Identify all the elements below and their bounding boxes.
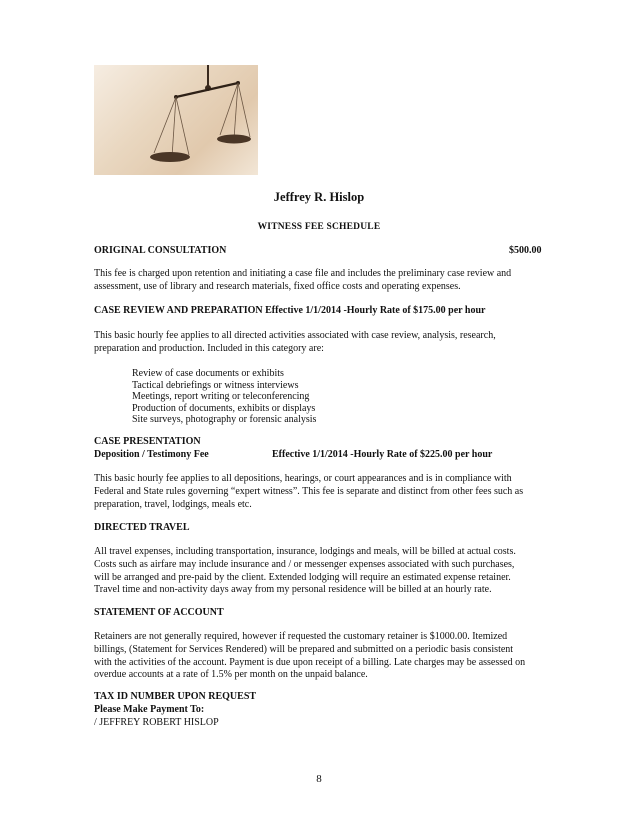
scales-illustration xyxy=(94,65,258,175)
original-consultation-text xyxy=(94,268,549,294)
deposition-label: Deposition / Testimony Fee xyxy=(94,449,209,460)
scales-of-justice-photo xyxy=(94,65,258,175)
case-review-text xyxy=(94,330,549,356)
original-consultation-fee: $500.00 xyxy=(509,245,542,256)
author-name: Jeffrey R. Hislop xyxy=(273,190,365,204)
paragraph-line: This basic hourly fee applies to all directed activities associated with case review, analysis, research, xyxy=(94,330,496,341)
case-presentation-heading: CASE PRESENTATION xyxy=(94,436,201,447)
paragraph-line: will be arranged and pre-paid by the client. Extended lodging will require an estimated expense retainer. xyxy=(94,571,511,583)
case-presentation-text xyxy=(94,473,554,511)
original-consultation-label: ORIGINAL CONSULTATION xyxy=(94,245,227,256)
schedule-title: WITNESS FEE SCHEDULE xyxy=(257,222,381,232)
case-review-list xyxy=(132,368,316,426)
statement-text xyxy=(94,631,554,682)
paragraph-line: preparation, travel, lodgings, meals etc. xyxy=(94,498,252,510)
presentation-rate: Effective 1/1/2014 -Hourly Rate of $225.00 per hour xyxy=(272,449,493,460)
paragraph-line: This basic hourly fee applies to all depositions, hearings, or court appearances and is in compliance with xyxy=(94,473,512,484)
paragraph-line: assessment, use of library and research materials, fixed office costs and operating expenses. xyxy=(94,280,461,292)
paragraph-line: Retainers are not generally required, however if requested the customary retainer is $1000.00. Itemized xyxy=(94,631,508,642)
paragraph-line: Travel time and non-activity days away from my personal residence will be billed at an hourly rate. xyxy=(94,584,492,596)
list-item: Review of case documents or exhibits xyxy=(132,368,284,379)
tax-id-line: TAX ID NUMBER UPON REQUEST xyxy=(94,691,257,702)
original-consultation-heading xyxy=(94,245,549,258)
directed-travel-heading: DIRECTED TRAVEL xyxy=(94,522,190,533)
case-review-heading: CASE REVIEW AND PREPARATION Effective 1/1/2014 -Hourly Rate of $175.00 per hour xyxy=(94,305,486,316)
statement-heading: STATEMENT OF ACCOUNT xyxy=(94,607,224,618)
paragraph-line: Costs such as airfare may include insurance and / or messenger expenses associated with such purchases, xyxy=(94,558,515,570)
paragraph-line: overdue accounts at a rate of 1.5% per month on the unpaid balance. xyxy=(94,669,368,681)
list-item: Site surveys, photography or forensic analysis xyxy=(132,414,317,425)
make-payment-line: Please Make Payment To: xyxy=(94,703,205,715)
paragraph-line: All travel expenses, including transportation, insurance, lodgings and meals, will be billed at actual costs. xyxy=(94,546,516,557)
list-item: Meetings, report writing or teleconferencing xyxy=(132,391,310,402)
paragraph-line: This fee is charged upon retention and initiating a case file and includes the preliminary case review and xyxy=(94,268,512,279)
list-item: Tactical debriefings or witness interviews xyxy=(132,379,299,391)
paragraph-line: with the activities of the account. Payment is due upon receipt of a billing. Late charges may be assessed on xyxy=(94,656,526,668)
page-number: 8 xyxy=(316,773,322,785)
payment-block xyxy=(94,691,549,729)
case-presentation-subheading xyxy=(94,449,549,462)
paragraph-line: preparation and production. Included in this category are: xyxy=(94,342,324,354)
paragraph-line: billings, (Statement for Services Rendered) will be prepared and submitted on a periodic basis consistent xyxy=(94,643,514,655)
paragraph-line: Federal and State rules governing “expert witness”. This fee is separate and distinct from other fees such as xyxy=(94,485,524,497)
list-item: Production of documents, exhibits or displays xyxy=(132,402,316,414)
payee-line: / JEFFREY ROBERT HISLOP xyxy=(94,716,219,728)
directed-travel-text xyxy=(94,546,549,597)
